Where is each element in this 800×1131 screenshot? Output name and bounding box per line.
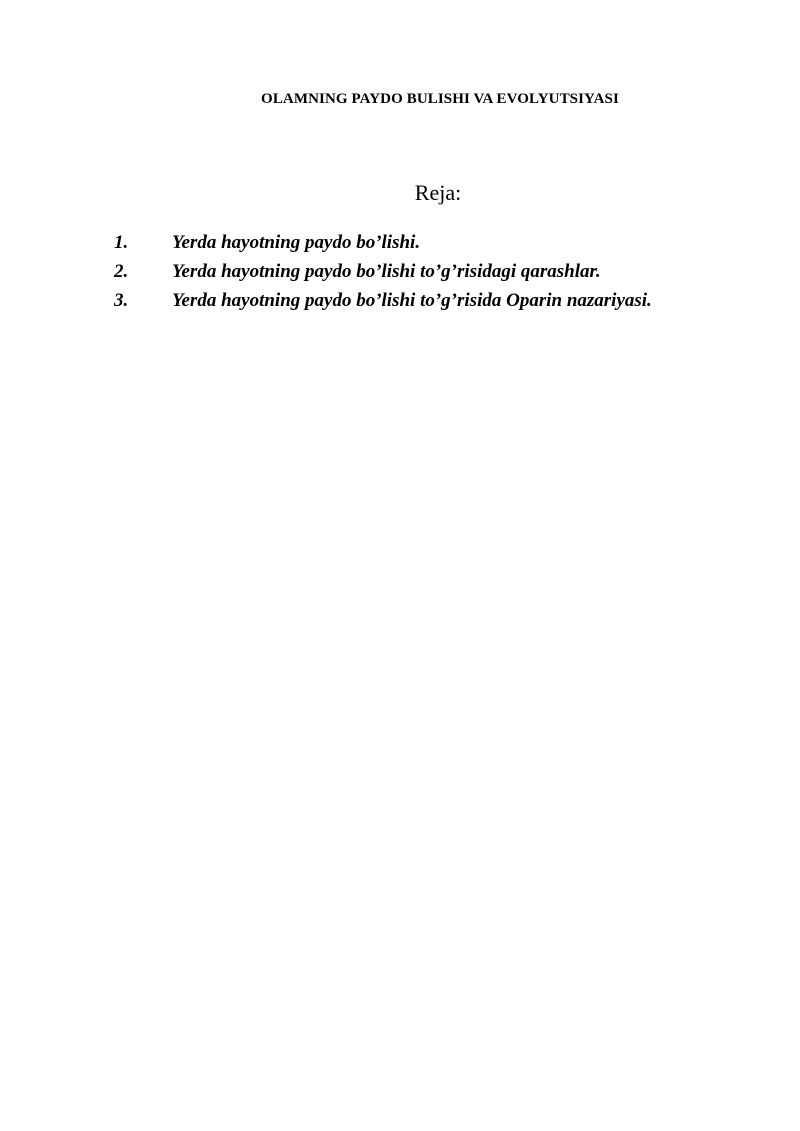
- plan-item-number: 2.: [114, 261, 129, 282]
- plan-item-number: 1.: [114, 232, 129, 253]
- plan-item: [114, 287, 652, 316]
- plan-item-text: Yerda hayotning paydo bo’lishi to’g’risida Oparin nazariyasi.: [172, 290, 652, 311]
- plan-item-text: Yerda hayotning paydo bo’lishi.: [172, 232, 421, 253]
- plan-heading: Reja:: [414, 180, 462, 205]
- plan-item: [114, 258, 652, 287]
- document-title: OLAMNING PAYDO BULISHI VA EVOLYUTSIYASI: [261, 91, 619, 107]
- plan-item-text: Yerda hayotning paydo bo’lishi to’g’risidagi qarashlar.: [172, 261, 601, 282]
- plan-item: [114, 229, 652, 258]
- plan-item-number: 3.: [114, 290, 129, 311]
- plan-list: [114, 229, 652, 316]
